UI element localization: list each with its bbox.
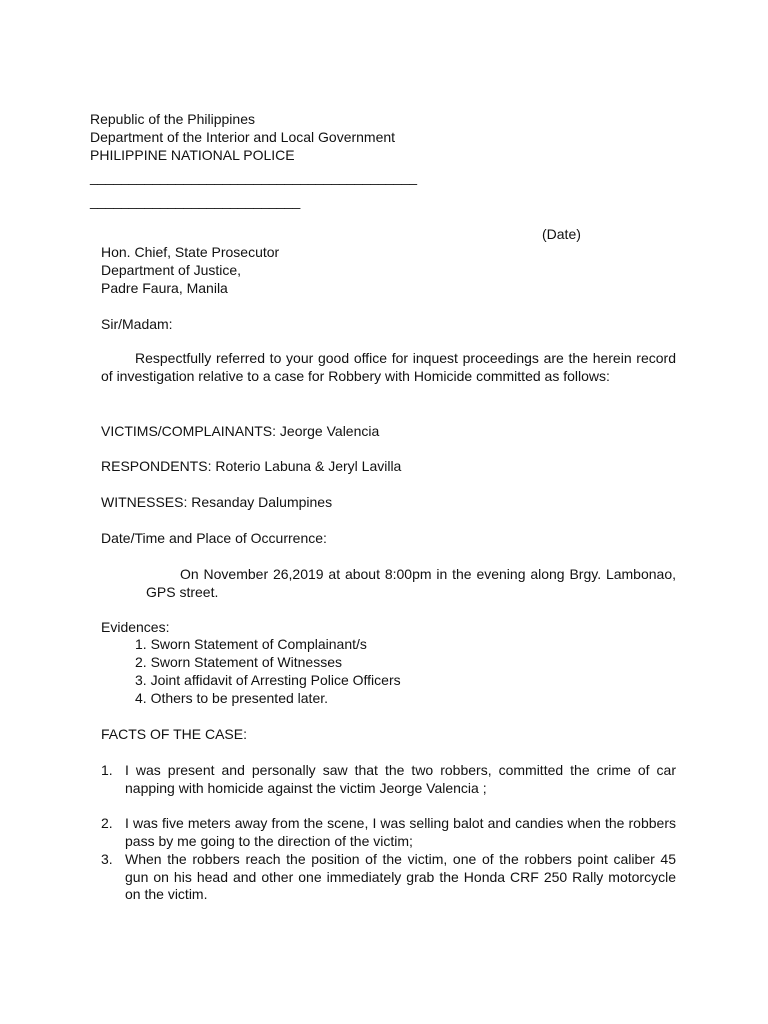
occurrence-label: Date/Time and Place of Occurrence:: [101, 530, 327, 546]
witnesses-line: WITNESSES: Resanday Dalumpines: [101, 494, 333, 510]
intro-paragraph: Respectfully referred to your good office for inquest proceedings are the herein record of investigation relative to a case for Robbery with Homicide committed as follows:: [101, 350, 676, 384]
date-placeholder: (Date): [542, 226, 581, 242]
occurrence-text: On November 26,2019 at about 8:00pm in the evening along Brgy. Lambonao, GPS street.: [146, 566, 676, 600]
salutation: Sir/Madam:: [101, 316, 173, 332]
fact-text: I was five meters away from the scene, I was selling balot and candies when the robbers pass by me going to the direction of the victim;: [125, 815, 676, 849]
victims-line: VICTIMS/COMPLAINANTS: Jeorge Valencia: [101, 423, 380, 439]
header-department: Department of the Interior and Local Government: [90, 129, 396, 145]
header-blank-line-2: ___________________________: [90, 193, 301, 209]
fact-number: 1.: [101, 762, 113, 778]
list-item: 3. Joint affidavit of Arresting Police Officers: [135, 672, 401, 688]
facts-label: FACTS OF THE CASE:: [101, 726, 247, 742]
list-item: 2. Sworn Statement of Witnesses: [135, 654, 342, 670]
header-agency: PHILIPPINE NATIONAL POLICE: [90, 147, 295, 163]
fact-number: 2.: [101, 815, 113, 831]
fact-text: I was present and personally saw that the two robbers, committed the crime of car napping with homicide against the victim Jeorge Valencia ;: [125, 762, 676, 796]
recipient-address: Padre Faura, Manila: [101, 280, 228, 296]
header-republic: Republic of the Philippines: [90, 111, 255, 127]
evidences-list: [135, 636, 401, 708]
header-blank-line-1: __________________________________________: [90, 169, 418, 185]
respondents-line: RESPONDENTS: Roterio Labuna & Jeryl Lavilla: [101, 458, 402, 474]
list-item: 1. Sworn Statement of Complainant/s: [135, 636, 367, 652]
recipient-office: Department of Justice,: [101, 262, 242, 278]
fact-text: When the robbers reach the position of the victim, one of the robbers point caliber 45 gun on his head and other one immediately grab the Honda CRF 250 Rally motorcycle on the victim.: [125, 851, 676, 902]
evidences-label: Evidences:: [101, 619, 170, 635]
fact-number: 3.: [101, 851, 113, 867]
list-item: 4. Others to be presented later.: [135, 690, 329, 706]
recipient-title: Hon. Chief, State Prosecutor: [101, 244, 280, 260]
